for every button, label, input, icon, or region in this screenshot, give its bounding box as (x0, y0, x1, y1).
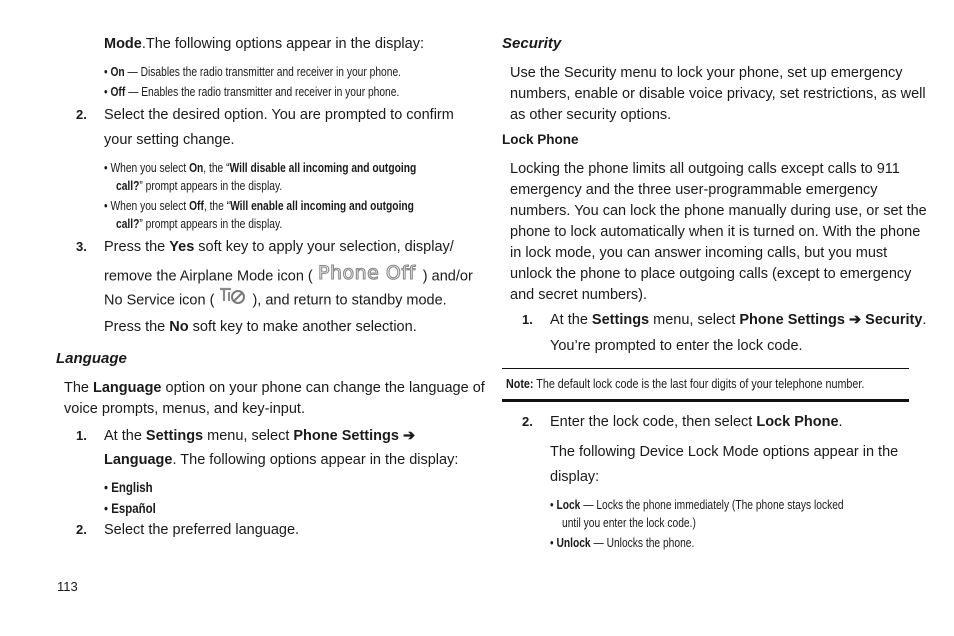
step-text: Language. The following options appear in the display: (104, 452, 459, 468)
list-item-cont: call?” prompt appears in the display. (116, 217, 283, 231)
page-number: 113 (57, 579, 78, 594)
step-text: Select the preferred language. (104, 522, 300, 538)
paragraph: in lock mode, you can answer incoming calls, but you must (510, 245, 888, 261)
no-service-icon (218, 285, 248, 312)
paragraph: as other security options. (510, 107, 672, 123)
step-text: No Service icon ( ), and return to standby mode. (104, 287, 447, 314)
paragraph: numbers, enable or disable voice privacy, set restrictions, as well (510, 86, 926, 102)
step-text: remove the Airplane Mode icon ( Phone Off ) and/or (104, 262, 473, 291)
section-heading-security: Security (502, 35, 562, 52)
list-item-cont: call?” prompt appears in the display. (116, 179, 283, 193)
list-item: • On — Disables the radio transmitter and receiver in your phone. (104, 65, 402, 79)
mode-intro: Mode.The following options appear in the display: (104, 36, 424, 52)
step-text: Press the No soft key to make another selection. (104, 319, 417, 335)
svg-text:Phone Off: Phone Off (317, 262, 416, 283)
paragraph: emergency and the three user-programmable emergency (510, 182, 878, 198)
step-text: your setting change. (104, 132, 235, 148)
paragraph: and secret numbers). (510, 287, 648, 303)
note-top-rule (502, 368, 909, 369)
step-text: At the Settings menu, select Phone Settings ➔ (104, 428, 416, 444)
section-heading-language: Language (56, 350, 127, 367)
list-item-cont: until you enter the lock code.) (562, 516, 696, 530)
list-item: • Unlock — Unlocks the phone. (550, 536, 695, 550)
step-number: 2. (76, 107, 87, 122)
paragraph: phone to lock automatically when it is turned on. With the phone (510, 224, 921, 240)
step-number: 1. (522, 312, 533, 327)
list-item: • English (104, 479, 153, 495)
step-number: 1. (76, 428, 87, 443)
subheading-lock-phone: Lock Phone (502, 132, 579, 147)
mode-label: Mode (104, 36, 142, 52)
list-item: • Español (104, 500, 156, 516)
step-text: You’re prompted to enter the lock code. (550, 338, 803, 354)
note: Note: The default lock code is the last four digits of your telephone number. (506, 377, 865, 391)
step-text: Press the Yes soft key to apply your selection, display/ (104, 239, 454, 255)
step-number: 2. (76, 522, 87, 537)
step-number: 3. (76, 239, 87, 254)
paragraph: Locking the phone limits all outgoing calls except calls to 911 (510, 161, 900, 177)
step-text: The following Device Lock Mode options appear in the (550, 444, 899, 460)
arrow-icon: ➔ (848, 312, 862, 328)
step-text: Select the desired option. You are prompted to confirm (104, 107, 454, 123)
paragraph: The Language option on your phone can change the language of (64, 380, 485, 396)
paragraph: voice prompts, menus, and key-input. (64, 401, 305, 417)
paragraph: unlock the phone to place outgoing calls (except to emergency (510, 266, 912, 282)
step-text: Enter the lock code, then select Lock Phone. (550, 414, 843, 430)
list-item: • When you select On, the “Will disable all incoming and outgoing (104, 161, 417, 175)
paragraph: numbers. You can lock the phone manually during use, or set the (510, 203, 927, 219)
arrow-icon: ➔ (402, 428, 416, 444)
step-text: display: (550, 469, 600, 485)
paragraph: Use the Security menu to lock your phone, set up emergency (510, 65, 903, 81)
step-text: At the Settings menu, select Phone Settings ➔ Security. (550, 312, 927, 328)
note-bottom-rule (502, 399, 909, 402)
list-item: • Off — Enables the radio transmitter and receiver in your phone. (104, 85, 400, 99)
list-item: • When you select Off, the “Will enable all incoming and outgoing (104, 199, 414, 213)
step-number: 2. (522, 414, 533, 429)
list-item: • Lock — Locks the phone immediately (The phone stays locked (550, 498, 844, 512)
phone-off-icon (317, 261, 419, 290)
